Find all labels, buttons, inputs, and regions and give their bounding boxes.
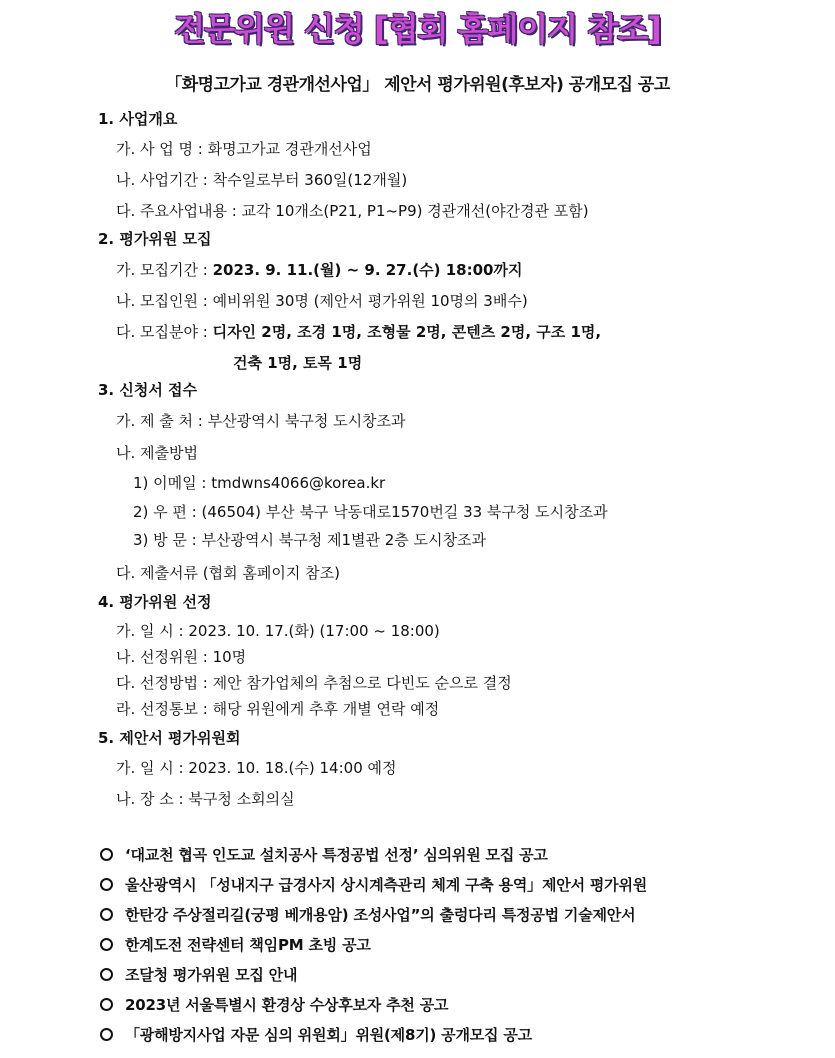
circle-bullet-icon [100, 848, 113, 861]
recruit-period-value: 2023. 9. 11.(월) ~ 9. 27.(수) 18:00까지 [212, 261, 523, 279]
submit-visit: 3) 방 문 : 부산광역시 북구청 제1별관 2층 도시창조과 [133, 531, 486, 549]
submit-documents: 다. 제출서류 (협회 홈페이지 참조) [116, 564, 340, 582]
circle-bullet-icon [100, 968, 113, 981]
related-notices-list [100, 839, 647, 1049]
notice-link[interactable]: 2023년 서울특별시 환경상 수상후보자 추천 공고 [100, 989, 647, 1019]
circle-bullet-icon [100, 998, 113, 1011]
project-period: 나. 사업기간 : 착수일로부터 360일(12개월) [116, 171, 408, 189]
circle-bullet-icon [100, 1028, 113, 1041]
committee-place: 나. 장 소 : 북구청 소회의실 [116, 790, 295, 808]
project-name: 가. 사 업 명 : 화명고가교 경관개선사업 [116, 140, 372, 158]
committee-date: 가. 일 시 : 2023. 10. 18.(수) 14:00 예정 [116, 759, 397, 777]
notice-link[interactable]: ‘대교천 협곡 인도교 설치공사 특정공법 선정’ 심의위원 모집 공고 [100, 839, 647, 869]
recruit-count: 나. 모집인원 : 예비위원 30명 (제안서 평가위원 10명의 3배수) [116, 292, 528, 310]
notice-link[interactable]: 울산광역시 「성내지구 급경사지 상시계측관리 체계 구축 용역」제안서 평가위원 [100, 869, 647, 899]
section-2-heading: 2. 평가위원 모집 [98, 230, 212, 248]
selection-method: 다. 선정방법 : 제안 참가업체의 추첨으로 다빈도 순으로 결정 [116, 674, 512, 692]
selection-notice: 라. 선정통보 : 해당 위원에게 추후 개별 연락 예정 [116, 700, 440, 718]
submit-mail: 2) 우 편 : (46504) 부산 북구 낙동대로1570번길 33 북구청 도시창조과 [133, 503, 608, 521]
banner-heading: 전문위원 신청 [협회 홈페이지 참조] [174, 10, 661, 48]
selection-count: 나. 선정위원 : 10명 [116, 648, 247, 666]
submit-email: 1) 이메일 : tmdwns4066@korea.kr [133, 474, 386, 492]
circle-bullet-icon [100, 908, 113, 921]
recruit-fields-continued: 건축 1명, 토목 1명 [233, 354, 363, 372]
circle-bullet-icon [100, 938, 113, 951]
notice-link[interactable]: 한탄강 주상절리길(궁평 베개용암) 조성사업”의 출렁다리 특정공법 기술제안서 [100, 899, 647, 929]
selection-date: 가. 일 시 : 2023. 10. 17.(화) (17:00 ~ 18:00) [116, 622, 440, 640]
recruit-fields-value: 디자인 2명, 조경 1명, 조형물 2명, 콘텐츠 2명, 구조 1명, [212, 323, 602, 341]
submit-location: 가. 제 출 처 : 부산광역시 북구청 도시창조과 [116, 412, 406, 430]
recruit-period-label: 가. 모집기간 : [116, 261, 213, 279]
submit-method-heading: 나. 제출방법 [116, 444, 198, 462]
recruit-fields [116, 321, 601, 342]
project-scope: 다. 주요사업내용 : 교각 10개소(P21, P1~P9) 경관개선(야간경관 포함) [116, 202, 589, 220]
section-5-heading: 5. 제안서 평가위원회 [98, 729, 241, 747]
recruit-period [116, 259, 522, 280]
notice-link[interactable]: 조달청 평가위원 모집 안내 [100, 959, 647, 989]
section-4-heading: 4. 평가위원 선정 [98, 593, 212, 611]
section-1-heading: 1. 사업개요 [98, 110, 178, 128]
document-title: 「화명고가교 경관개선사업」 제안서 평가위원(후보자) 공개모집 공고 [165, 75, 670, 95]
circle-bullet-icon [100, 878, 113, 891]
notice-link[interactable]: 「광해방지사업 자문 심의 위원회」위원(제8기) 공개모집 공고 [100, 1019, 647, 1049]
recruit-fields-label: 다. 모집분야 : [116, 323, 213, 341]
notice-link[interactable]: 한계도전 전략센터 책임PM 초빙 공고 [100, 929, 647, 959]
section-3-heading: 3. 신청서 접수 [98, 381, 198, 399]
